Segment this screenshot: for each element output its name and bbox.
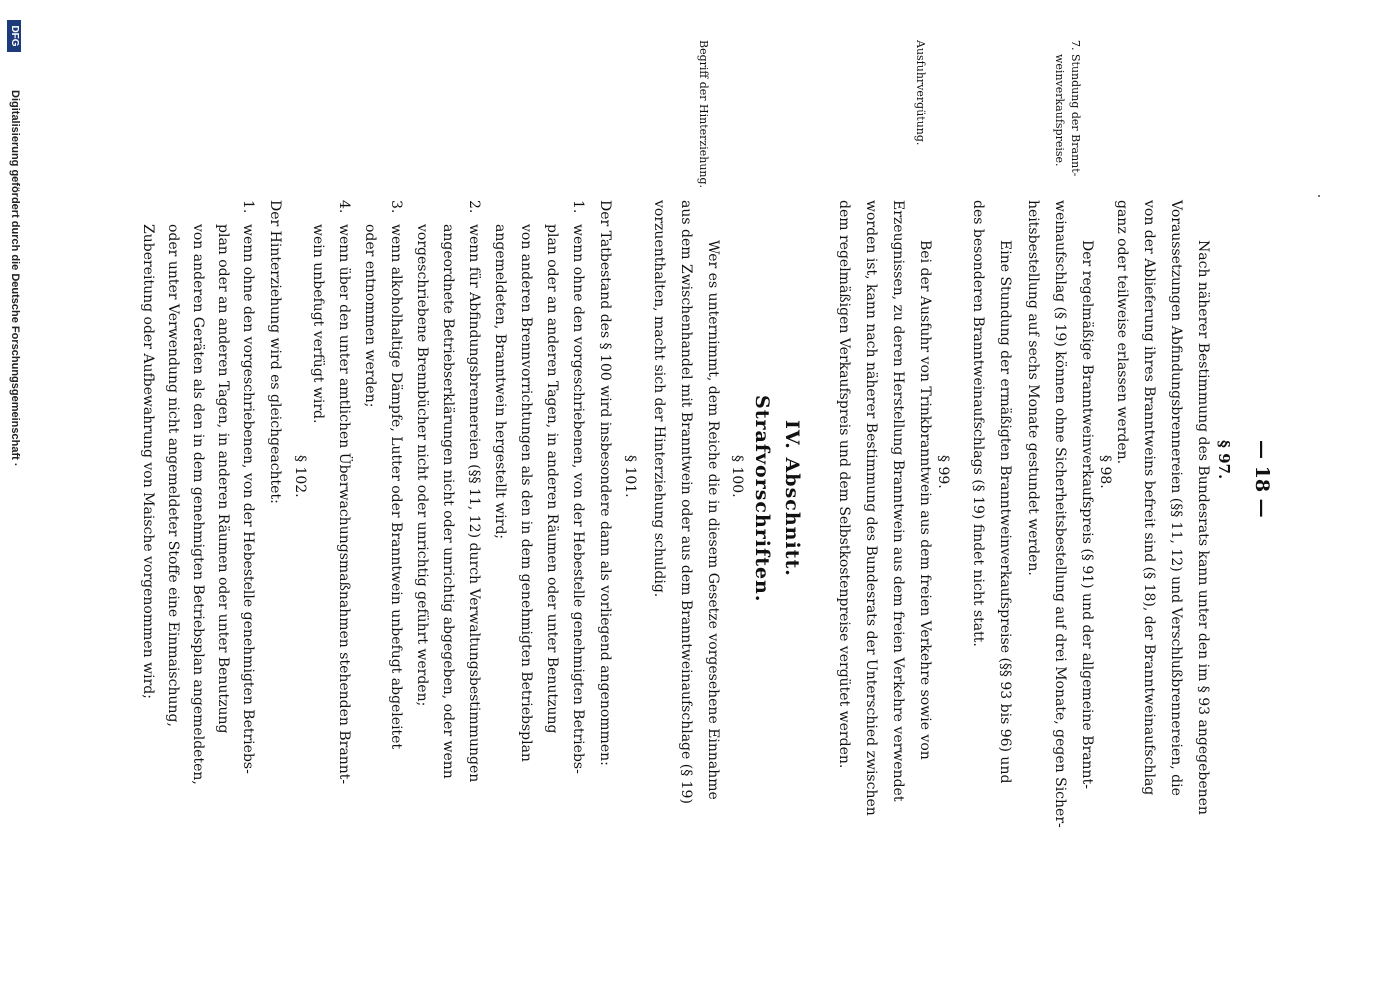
- section-99-heading: § 99.: [935, 455, 951, 489]
- list-item-line: oder unter Verwendung nicht angemeldeter Stoffe eine Einmaischung,: [165, 224, 181, 727]
- list-item-line: wenn für Abfindungsbrennereien (§§ 11, 12) durch Verwaltungsbestimmungen: [466, 224, 482, 783]
- list-item-line: wenn über den unter amtlichen Überwachungsmaßnahmen stehenden Brannt-: [336, 224, 352, 785]
- page-number: — 18 —: [1251, 440, 1273, 518]
- paragraph-102-intro: Der Hinterziehung wird es gleichgeachtet:: [267, 200, 283, 504]
- list-item-line: wenn ohne den vorgeschriebenen, von der Hebestelle genehmigten Betriebs-: [240, 224, 256, 774]
- list-item-number: 1.: [240, 200, 256, 214]
- margin-note-stundung: 7. Stundung der Brannt- weinverkaufspreise.: [1053, 40, 1082, 177]
- text-line: Voraussetzungen Abfindungsbrennereien (§§ 11, 12) und Verschlußbrennereien, die: [1168, 200, 1184, 796]
- text-line: des besonderen Branntweinaufschlags (§ 19) findet nicht statt.: [970, 200, 986, 647]
- text-line: Nach näherer Bestimmung des Bundesrats kann unter den im § 93 angegebenen: [1195, 240, 1211, 815]
- scan-speck: [1318, 195, 1320, 197]
- chapter-subtitle: Strafvorschriften.: [751, 395, 773, 603]
- list-item-line: oder entnommen werden;: [362, 224, 378, 408]
- margin-note-hinterziehung: Begriff der Hinterziehung.: [697, 40, 710, 189]
- list-item-number: 2.: [466, 200, 482, 214]
- section-98-heading: § 98.: [1097, 455, 1113, 489]
- list-item-line: plan oder an anderen Tagen, in anderen Räumen oder unter Benutzung: [544, 224, 560, 734]
- text-line: Erzeugnissen, zu deren Herstellung Branntwein aus dem freien Verkehre verwendet: [890, 200, 906, 802]
- list-item-number: 3.: [388, 200, 404, 214]
- list-item-line: wenn alkoholhaltige Dämpfe, Lutter oder Branntwein unbefugt abgeleitet: [388, 224, 404, 750]
- list-item-line: Zubereitung oder Aufbewahrung von Maische vorgenommen wird;: [140, 224, 156, 699]
- list-item-line: angeordnete Betriebserklärungen nicht oder unrichtig abgegeben, oder wenn: [440, 224, 456, 779]
- text-line: aus dem Zwischenhandel mit Branntwein oder aus dem Branntweinaufschlage (§ 19): [678, 200, 694, 804]
- text-line: Der regelmäßige Branntweinverkaufspreis (§ 91) und der allgemeine Brannt-: [1079, 240, 1095, 789]
- section-100-heading: § 100.: [729, 455, 745, 498]
- digitization-credit: Digitalisierung gefördert durch die Deutsche Forschungsgemeinschaft ·: [9, 90, 21, 467]
- list-item-line: wein unbefugt verfügt wird.: [310, 224, 326, 424]
- list-item-line: von anderen Brennvorrichtungen als den in dem genehmigten Betriebsplan: [518, 224, 534, 762]
- text-line: Eine Stundung der ermäßigten Branntweinverkaufspreise (§§ 93 bis 96) und: [997, 240, 1013, 784]
- list-item-line: von anderen Geräten als den in dem genehmigten Betriebsplan angemeldeten,: [190, 224, 206, 785]
- list-item-line: wenn ohne den vorgeschriebenen, von der Hebestelle genehmigten Betriebs-: [570, 224, 586, 774]
- text-line: von der Ablieferung ihres Branntweins befreit sind (§ 18), der Branntweinaufschlag: [1141, 200, 1157, 796]
- paragraph-101-intro: Der Tatbestand des § 100 wird insbesondere dann als vorliegend angenommen:: [597, 200, 613, 766]
- list-item-number: 4.: [336, 200, 352, 214]
- text-line: Bei der Ausfuhr von Trinkbranntwein aus dem freien Verkehre sowie von: [917, 240, 933, 760]
- list-item-number: 1.: [570, 200, 586, 214]
- text-line: weinaufschlag (§ 19) können ohne Sicherheitsbestellung auf drei Monate, gegen Sicher-: [1052, 200, 1068, 828]
- text-line: ganz oder teilweise erlassen werden.: [1114, 200, 1130, 465]
- text-line: Wer es unternimmt, dem Reiche die in diesem Gesetze vorgesehene Einnahme: [705, 240, 721, 800]
- section-97-heading: § 97.: [1215, 440, 1233, 480]
- list-item-line: angemeldeten, Branntwein hergestellt wird;: [492, 224, 508, 540]
- list-item-line: vorgeschriebene Brennbücher nicht oder unrichtig geführt werden;: [414, 224, 430, 707]
- margin-note-ausfuhr: Ausfuhrvergütung.: [914, 40, 927, 146]
- dfg-logo: DFG: [7, 20, 21, 52]
- text-line: heitsbestellung auf sechs Monate gestundet werden.: [1025, 200, 1041, 576]
- section-101-heading: § 101.: [622, 455, 638, 498]
- text-line: worden ist, kann nach näherer Bestimmung des Bundesrats der Unterschied zwischen: [863, 200, 879, 816]
- section-102-heading: § 102.: [292, 455, 308, 498]
- list-item-line: plan oder an anderen Tagen, in anderen Räumen oder unter Benutzung: [215, 224, 231, 734]
- text-line: dem regelmäßigen Verkaufspreis und dem Selbstkostenpreise vergütet werden.: [836, 200, 852, 769]
- text-line: vorzuenthalten, macht sich der Hinterziehung schuldig.: [651, 200, 667, 598]
- chapter-title: IV. Abschnitt.: [781, 420, 803, 577]
